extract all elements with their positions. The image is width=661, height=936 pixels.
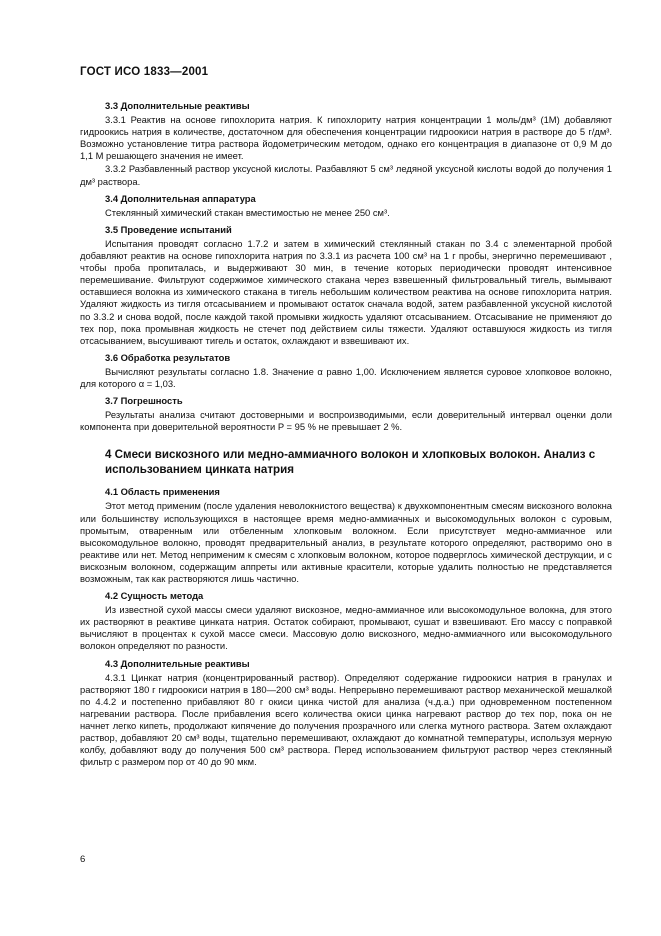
- paragraph-4-2: Из известной сухой массы смеси удаляют вискозное, медно-аммиачное или высокомодульное волокна, для этого их растворяют в реактиве цинката натрия. Остаток собирают, промывают, сушат и взвешивают. Его массу с поправкой вычисляют в процентах к сухой массе смеси. Массовую долю вискозного, медно-аммиачного или высокомодульного волокон определяют по разности.: [80, 604, 612, 652]
- section-heading-4: 4 Смеси вискозного или медно-аммиачного волокон и хлопковых волокон. Анализ с использованием цинката натрия: [105, 448, 596, 477]
- paragraph-3-7: Результаты анализа считают достоверными и воспроизводимыми, если доверительный интервал оценки доли компонента при доверительной вероятности P = 95 % не превышает 2 %.: [80, 409, 612, 433]
- paragraph-3-3-2: 3.3.2 Разбавленный раствор уксусной кислоты. Разбавляют 5 см³ ледяной уксусной кислоты водой до получения 1 дм³ раствора.: [80, 163, 612, 187]
- section-heading-4-2: 4.2 Сущность метода: [105, 590, 204, 602]
- document-header: ГОСТ ИСО 1833—2001: [80, 66, 209, 78]
- paragraph-4-3-1: 4.3.1 Цинкат натрия (концентрированный раствор). Определяют содержание гидроокиси натрия в гранулах и растворяют 180 г гидроокиси натрия в 180—200 см³ воды. Непрерывно перемешивают раствор механической мешалкой по 4.4.2 и постепенно прибавляют 80 г окиси цинка чистой для анализа (ч.д.а.) при одновременном постепенном нагревании раствора. После прибавления всего количества окиси цинка нагревают раствор до тех пор, пока он не начнет легко кипеть, продолжают кипячение до получения прозрачного или слегка мутного раствора. Затем охлаждают раствор, добавляют 20 см³ воды, тщательно перемешивают, охлаждают до комнатной температуры, используя мерную колбу, добавляют воду до получения 500 см³ раствора. Перед использованием фильтруют раствор через стеклянный фильтр с размером пор от 40 до 90 мкм.: [80, 671, 612, 768]
- paragraph-4-1: Этот метод применим (после удаления неволокнистого вещества) к двухкомпонентным смесям вискозного волокна или большинству использующихся в настоящее время медно-аммиачных и высокомодульных волокон с суровым, промытым, отваренным или отбеленным хлопковым волокном. Если присутствует медно-аммиачное или высокомодульное волокно, проводят предварительный анализ, в результате которого определяют, растворимо оно в реактиве или нет. Метод неприменим к смесям с хлопковым волокном, которое подверглось химической деструкции, и с вискозным волокном, содержащим аппреты или активные красители, которые удалить полностью не представляется возможным, так как растворяются лишь частично.: [80, 500, 612, 584]
- page-number: 6: [80, 854, 86, 865]
- section-heading-3-3: 3.3 Дополнительные реактивы: [105, 100, 250, 111]
- paragraph-3-5: Испытания проводят согласно 1.7.2 и затем в химический стеклянный стакан по 3.4 с элементарной пробой добавляют реактив на основе гипохлорита натрия по 3.3.1 из расчета 100 см³ на 1 г пробы, энергично перемешивают , чтобы проба пропиталась, и выдерживают 30 мин, в течение которых периодически проводят интенсивное перемешивание. Фильтруют содержимое химического стакана через взвешенный фильтровальный тигель, вымывают оставшиеся волокна из химического стакана в тигель небольшим количеством реактива на основе гипохлорита натрия. Удаляют жидкость из тигля отсасыванием и промывают остаток сначала водой, затем разбавленной уксусной кислотой по 3.3.2 и снова водой, после каждой такой промывки жидкость удаляют отсасыванием. Отсасывание не применяют до тех пор, пока промывная жидкость не стечет под действием силы тяжести. Удаляют оставшуюся жидкость из тигля отсасыванием, высушивают тигель и остаток, охлаждают и взвешивают их.: [80, 237, 612, 346]
- section-heading-3-4: 3.4 Дополнительная аппаратура: [105, 192, 256, 204]
- document-body: [80, 95, 612, 769]
- paragraph-3-3-1: 3.3.1 Реактив на основе гипохлорита натрия. К гипохлориту натрия концентрации 1 моль/дм³ (1М) добавляют гидроокись натрия в количестве, достаточном для обеспечения концентрации гидроокиси натрия в растворе до 5 г/дм³. Возможно установление титра раствора йодометрическим методом, однако его концентрация в диапазоне от 0,9 М до 1,1 М решающего значения не имеет.: [80, 114, 612, 162]
- paragraph-3-6: Вычисляют результаты согласно 1.8. Значение α равно 1,00. Исключением является суровое хлопковое волокно, для которого α = 1,03.: [80, 365, 612, 389]
- section-heading-4-1: 4.1 Область применения: [105, 486, 220, 498]
- section-heading-3-7: 3.7 Погрешность: [105, 395, 183, 407]
- section-heading-3-5: 3.5 Проведение испытаний: [105, 223, 232, 235]
- paragraph-3-4: Стеклянный химический стакан вместимостью не менее 250 см³.: [105, 206, 390, 218]
- section-heading-4-3: 4.3 Дополнительные реактивы: [105, 657, 250, 669]
- section-heading-3-6: 3.6 Обработка результатов: [105, 351, 231, 363]
